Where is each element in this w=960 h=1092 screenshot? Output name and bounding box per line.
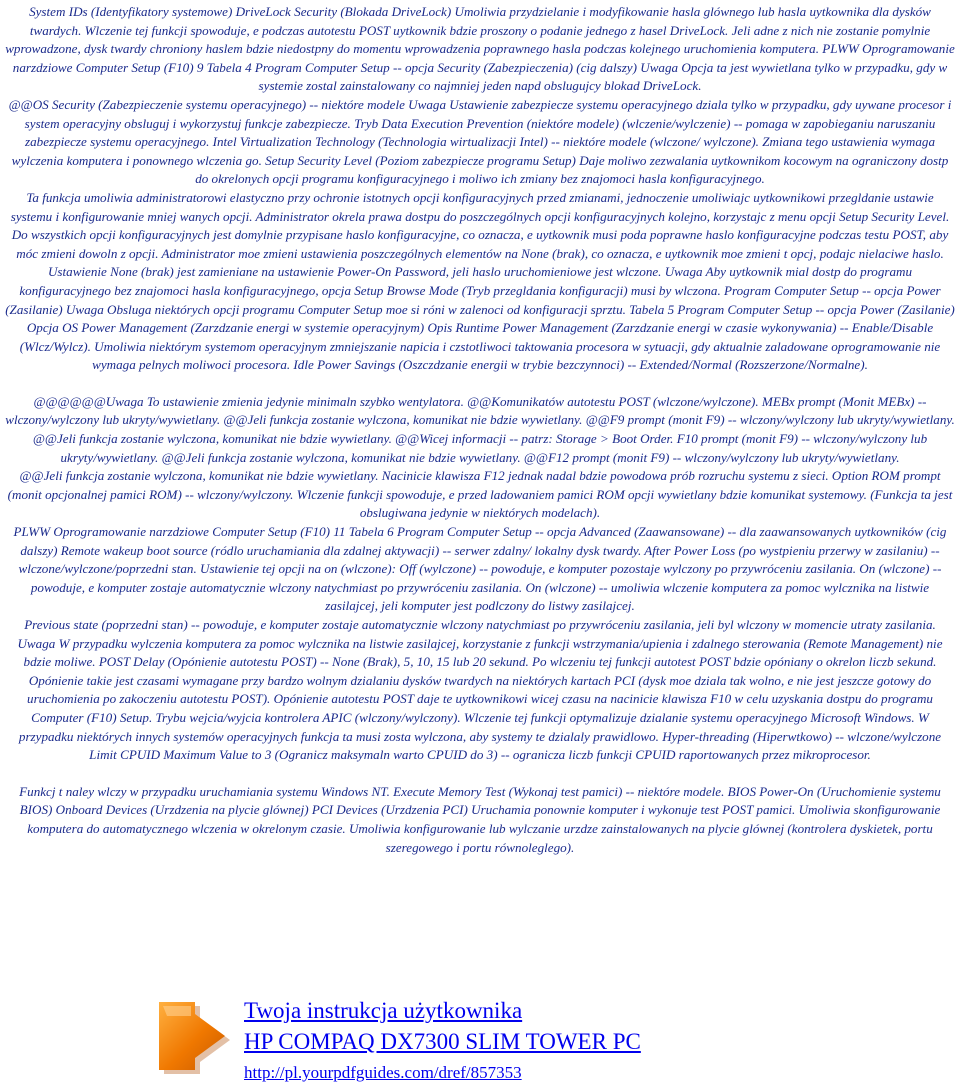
paragraph-6: PLWW Oprogramowanie narzdziowe Computer Setup (F10) 11 Tabela 6 Program Computer Setup -- opcja Advanced (Zaawansowane) -- dla zaawansowanych uytkowników (cig dalszy) Remote wakeup boot source (ródlo uruchamiania dla zdalnej aktywacji) -- serwer zdalny/ lokalny dysk twardy. After Power Loss (po wystpieniu przerwy w zasilaniu) -- wlczone/wylczone/poprzedni stan. Ustawienie tej opcji na on (wlczone): Off (wylczone) -- powoduje, e komputer pozostaje wylczony po przywróceniu zasilania. On (wlczone) -- powoduje, e komputer zostaje automatycznie wlczony natychmiast po przywróceniu zasilania. On (wlczone) -- umoliwia wlczenie komputera za pomoc wylcznika na listwie zasilajcej, jeli komputer jest podlczony do listwy zasilajcej.: [13, 524, 947, 614]
paragraph-5: @@Jeli funkcja zostanie wylczona, komunikat nie bdzie wywietlany. Nacinicie klawisza F12 jednak nadal bdzie powodowa prób rozruchu systemu z sieci. Option ROM prompt (monit opcjonalnej pamici ROM) -- wlczony/wylczony. Wlczenie funkcji spowoduje, e przed ladowaniem pamici ROM opcji wywietlany bdzie komunikat systemowy. (Funkcja ta jest obslugiwana jedynie w niektórych modelach).: [7, 468, 953, 521]
paragraph-1: System IDs (Identyfikatory systemowe) DriveLock Security (Blokada DriveLock) Umoliwia przydzielanie i modyfikowanie hasla glównego lub hasla uytkownika dla dysków twardych. Wlczenie tej funkcji spowoduje, e podczas autotestu POST uytkownik bdzie proszony o podanie jednego z hasel DriveLock. Jeli adne z nich nie zostanie pomylnie wprowadzone, dysk twardy chroniony haslem bdzie niedostpny do momentu wprowadzenia poprawnego hasla podczas kolejnego uruchomienia komputera. PLWW Oprogramowanie narzdziowe Computer Setup (F10) 9 Tabela 4 Program Computer Setup -- opcja Security (Zabezpieczenia) (cig dalszy) Uwaga Opcja ta jest wywietlana tylko w przypadku, gdy w systemie zostal zainstalowany co najmniej jeden napd obslugujcy blokad DriveLock.: [5, 4, 955, 94]
paragraph-4: @@@@@@Uwaga To ustawienie zmienia jedynie minimaln szybko wentylatora. @@Komunikatów autotestu POST (wlczone/wylczone). MEBx prompt (Monit MEBx) -- wlczony/wylczony lub ukryty/wywietlany. @@Jeli funkcja zostanie wylczona, komunikat nie bdzie wywietlany. @@F9 prompt (monit F9) -- wlczony/wylczony lub ukryty/wywietlany. @@Jeli funkcja zostanie wylczona, komunikat nie bdzie wywietlany. @@Wicej informacji -- patrz: Storage > Boot Order. F10 prompt (monit F9) -- wlczony/wylczony lub ukryty/wywietlany. @@Jeli funkcja zostanie wylczona, komunikat nie bdzie wywietlany. @@F12 prompt (monit F9) -- wlczony/wylczony lub ukryty/wywietlany.: [5, 393, 955, 465]
orange-arrow-icon: [155, 1002, 231, 1074]
paragraph-2: @@OS Security (Zabezpieczenie systemu operacyjnego) -- niektóre modele Uwaga Ustawienie zabezpiecze systemu operacyjnego dziala tylko w przypadku, gdy uywane procesor i system operacyjny obsluguj i wykorzystuj funkcje zabezpiecze. Tryb Data Execution Prevention (niektóre modele) (wlczenie/wylczenie) -- pomaga w zapobieganiu naruszaniu zabezpiecze systemu operacyjnego. Intel Virtualization Technology (Technologia wirtualizacji Intel) -- niektóre modele (wlczone/ wylczone). Zmiana tego ustawienia wymaga wylczenia komputera i ponownego wlczenia go. Setup Security Level (Poziom zabezpiecze programu Setup) Daje moliwo zezwalania uytkownikom kocowym na ograniczony dostp do okrelonych opcji programu konfiguracyjnego i moliwo ich zmiany bez znajomoci hasla konfiguracyjnego.: [8, 96, 952, 187]
paragraph-7: Previous state (poprzedni stan) -- powoduje, e komputer zostaje automatycznie wlczony natychmiast po przywróceniu zasilania, jeli byl wlczony w momencie utraty zasilania. Uwaga W przypadku wylczenia komputera za pomoc wylcznika na listwie zasilajcej, korzystanie z funkcji wstrzymania/upienia i zdalnego sterowania (Remote Management) nie bdzie moliwe. POST Delay (Opónienie autotestu POST) -- None (Brak), 5, 10, 15 lub 20 sekund. Po wlczeniu tej funkcji autotest POST bdzie opóniany o okrelon liczb sekund. Opónienie takie jest czasami wymagane przy bardzo wolnym dzialaniu dysków twardych na niektórych kartach PCI (dysk moe dziala tak wolno, e nie jest jeszcze gotowy do uruchomienia po zakoczeniu autotestu POST). Opónienie autotestu POST daje te uytkownikowi wicej czasu na nacinicie klawisza F10 w celu uzyskania dostpu do programu Computer (F10) Setup. Trybu wejcia/wyjcia kontrolera APIC (wlczony/wylczony). Wlczenie tej funkcji optymalizuje dzialanie systemu operacyjnego Microsoft Windows. W przypadku niektórych innych systemów operacyjnych funkcja ta musi zosta wylczona, aby systemy te dzialaly prawidlowo. Hyper-threading (Hiperwtkowo) -- wlczone/wylczone Limit CPUID Maximum Value to 3 (Ogranicz maksymaln warto CPUID do 3) -- ogranicza liczb funkcji CPUID raportowanych przez mikroprocesor.: [17, 617, 943, 763]
footer-links: [155, 996, 935, 1088]
url-link[interactable]: http://pl.yourpdfguides.com/dref/857353: [244, 1063, 522, 1082]
document-body: [4, 3, 956, 857]
product-name-link[interactable]: HP COMPAQ DX7300 SLIM TOWER PC: [244, 1029, 641, 1054]
paragraph-8: Funkcj t naley wlczy w przypadku uruchamiania systemu Windows NT. Execute Memory Test (Wykonaj test pamici) -- niektóre modele. BIOS Power-On (Uruchomienie systemu BIOS) Onboard Devices (Urzdzenia na plycie glównej) PCI Devices (Urzdzenia PCI) Uruchamia ponownie komputer i wykonuje test POST pamici. Umoliwia skonfigurowanie komputera do automatycznego wlczenia w okrelonym czasie. Umoliwia konfigurowanie lub wylczanie urzdze zainstalowanych na plycie glównej (kontrolera dyskietek, portu szeregowego i portu równoleglego).: [19, 783, 941, 855]
paragraph-3: Ta funkcja umoliwia administratorowi elastyczno przy ochronie istotnych opcji konfiguracyjnych przed zmianami, jednoczenie umoliwiajc uytkownikowi przegldanie ustawie systemu i konfigurowanie mniej wanych opcji. Administrator okrela prawa dostpu do poszczególnych opcji konfiguracyjnych kolejno, korzystajc z menu opcji Setup Security Level. Do wszystkich opcji konfiguracyjnych jest domylnie przypisane haslo konfiguracyjne, co oznacza, e uytkownik musi poda poprawne haslo konfiguracyjne podczas testu POST, aby móc zmieni dowoln z opcji. Administrator moe zmieni ustawienia poszczególnych elementów na None (brak), co oznacza, e uytkownik moe zmieni t opcj, podajc nielaciwe haslo. Ustawienie None (brak) jest zamieniane na ustawienie Power-On Password, jeli haslo uruchomieniowe jest wlczone. Uwaga Aby uytkownik mial dostp do programu konfiguracyjnego bez znajomoci hasla konfiguracyjnego, opcja Setup Browse Mode (Tryb przegldania konfiguracji) musi by wlczona. Program Computer Setup -- opcja Power (Zasilanie) Uwaga Obsluga niektórych opcji programu Computer Setup moe si róni w zalenoci od konfiguracji sprztu. Tabela 5 Program Computer Setup -- opcja Power (Zasilanie) Opcja OS Power Management (Zarzdzanie energi w systemie operacyjnym) Opis Runtime Power Management (Zarzdzanie energi w czasie wykonywania) -- Enable/Disable (Wlcz/Wylcz). Umoliwia niektórym systemom operacyjnym zmniejszanie napicia i czstotliwoci taktowania procesora w sytuacji, gdy aktualnie zaladowane oprogramowanie nie wymaga pelnych moliwoci procesora. Idle Power Savings (Oszczdzanie energii w trybie bezczynnoci) -- Extended/Normal (Rozszerzone/Normalne).: [5, 189, 955, 373]
manual-title-link[interactable]: Twoja instrukcja użytkownika: [244, 998, 523, 1023]
